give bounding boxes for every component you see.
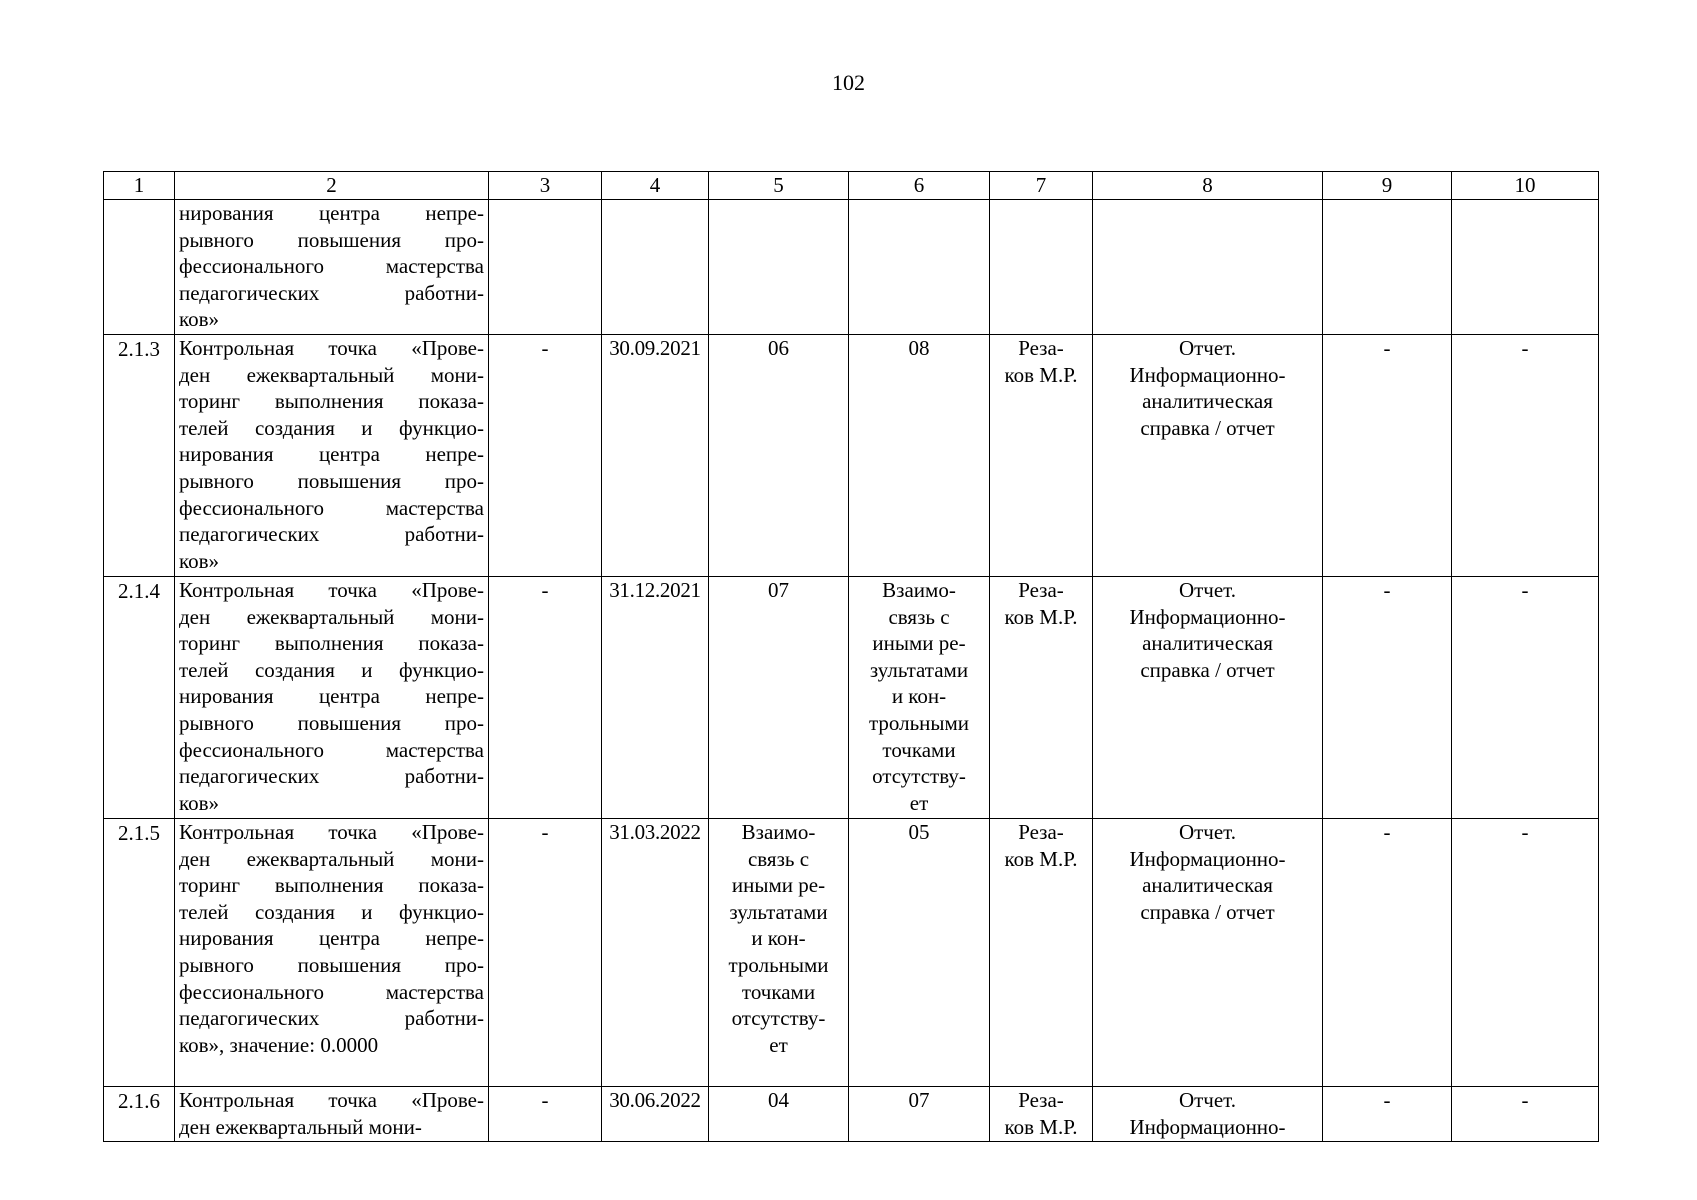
cell-document-type-line: справка / отчет	[1140, 899, 1275, 924]
cell-document-type	[1093, 819, 1323, 1087]
header-col-8: 8	[1093, 172, 1323, 200]
cell-col-5	[709, 819, 849, 1087]
cell-document-type-line: Отчет.	[1178, 1088, 1237, 1112]
cell-number	[104, 200, 175, 335]
cell-responsible-line: ков М.Р.	[1004, 604, 1078, 629]
cell-responsible-line: Реза-	[1018, 820, 1064, 844]
cell-col-9: -	[1323, 1087, 1452, 1142]
cell-col-6-line: трольными	[868, 710, 970, 735]
cell-col-6-line: отсутству-	[872, 764, 966, 789]
cell-description-line: нирования центра непре-	[179, 926, 484, 951]
header-col-5: 5	[709, 172, 849, 200]
cell-description-line: педагогических работни-	[179, 522, 484, 547]
cell-description-line: ден ежеквартальный мони-	[179, 362, 484, 387]
table-row	[104, 577, 1599, 819]
page-number: 102	[832, 70, 865, 95]
header-col-3: 3	[489, 172, 602, 200]
cell-description-line: Контрольная точка «Прове-	[179, 1088, 484, 1112]
cell-col-3: -	[489, 819, 602, 1087]
cell-description-line: рывного повышения про-	[179, 952, 484, 977]
table-row	[104, 819, 1599, 1087]
cell-col-9	[1323, 200, 1452, 335]
table-header-row	[104, 172, 1599, 200]
cell-col-5	[709, 200, 849, 335]
cell-col-5	[709, 335, 849, 577]
cell-col-9: -	[1323, 819, 1452, 1087]
cell-col-6	[849, 819, 990, 1087]
cell-responsible-line: ков М.Р.	[1004, 846, 1078, 871]
cell-document-type-line: Информационно-	[1129, 1114, 1286, 1139]
header-col-4: 4	[602, 172, 709, 200]
cell-description-line: фессионального мастерства	[179, 737, 484, 762]
cell-col-5-line: Взаимо-	[741, 820, 816, 844]
cell-document-type	[1093, 335, 1323, 577]
cell-responsible-line: ков М.Р.	[1004, 1114, 1078, 1139]
cell-col-6	[849, 577, 990, 819]
cell-description-line: педагогических работни-	[179, 1006, 484, 1031]
cell-col-10: -	[1452, 819, 1599, 1087]
cell-col-6	[849, 200, 990, 335]
cell-col-5-line: 07	[768, 578, 789, 602]
cell-description-line: телей создания и функцио-	[179, 899, 484, 924]
cell-document-type	[1093, 577, 1323, 819]
cell-col-5-line: ет	[769, 1032, 788, 1057]
cell-number: 2.1.3	[104, 335, 175, 577]
header-col-2: 2	[175, 172, 489, 200]
cell-responsible-line: ков М.Р.	[1004, 362, 1078, 387]
header-col-1: 1	[104, 172, 175, 200]
cell-col-5	[709, 1087, 849, 1142]
cell-description-line: фессионального мастерства	[179, 979, 484, 1004]
cell-description-line: торинг выполнения показа-	[179, 873, 484, 898]
cell-col-6-line: ет	[909, 790, 929, 815]
cell-description-line: ден ежеквартальный мони-	[179, 846, 484, 871]
cell-col-3: -	[489, 335, 602, 577]
table-row	[104, 1087, 1599, 1142]
cell-responsible	[990, 200, 1093, 335]
cell-col-9: -	[1323, 577, 1452, 819]
cell-document-type-line: справка / отчет	[1140, 415, 1275, 440]
cell-col-3	[489, 200, 602, 335]
cell-description-line: ден ежеквартальный мони-	[179, 1114, 422, 1139]
cell-description-line: фессионального мастерства	[179, 495, 484, 520]
cell-responsible	[990, 1087, 1093, 1142]
cell-document-type-line: аналитическая	[1142, 631, 1273, 656]
header-col-9: 9	[1323, 172, 1452, 200]
cell-description-line: педагогических работни-	[179, 280, 484, 305]
cell-col-6-line: зультатами	[869, 657, 969, 682]
cell-responsible-line: Реза-	[1018, 578, 1064, 602]
cell-description-line: нирования центра непре-	[179, 684, 484, 709]
cell-document-type-line: Отчет.	[1178, 820, 1237, 844]
cell-col-6-line: 05	[908, 820, 930, 844]
cell-description-line: торинг выполнения показа-	[179, 631, 484, 656]
cell-responsible-line: Реза-	[1018, 336, 1064, 360]
table-row	[104, 200, 1599, 335]
cell-col-5-line: отсутству-	[731, 1006, 826, 1031]
cell-description-line: педагогических работни-	[179, 764, 484, 789]
cell-col-6-line: 08	[908, 336, 930, 360]
cell-col-10: -	[1452, 577, 1599, 819]
cell-document-type-line: Отчет.	[1178, 336, 1237, 360]
cell-description-line: ков»	[179, 307, 220, 332]
cell-number: 2.1.4	[104, 577, 175, 819]
cell-description-line: нирования центра непре-	[179, 442, 484, 467]
cell-col-6-line: 07	[908, 1088, 930, 1112]
cell-col-5-line: иными ре-	[731, 873, 826, 898]
cell-document-type-line: Информационно-	[1129, 604, 1286, 629]
cell-description-line: нирования центра непре-	[179, 201, 484, 225]
cell-description	[175, 577, 489, 819]
table-body	[104, 200, 1599, 1142]
cell-description	[175, 335, 489, 577]
cell-document-type-line: Информационно-	[1129, 362, 1286, 387]
cell-description-line: ков»	[179, 548, 220, 573]
cell-col-3: -	[489, 1087, 602, 1142]
cell-description-line: Контрольная точка «Прове-	[179, 820, 484, 844]
cell-date: 31.12.2021	[602, 577, 709, 819]
cell-col-3: -	[489, 577, 602, 819]
cell-description-line: Контрольная точка «Прове-	[179, 578, 484, 602]
cell-date: 30.06.2022	[602, 1087, 709, 1142]
cell-description-line: ков», значение: 0.0000	[179, 1032, 379, 1057]
cell-col-5-line: трольными	[728, 952, 829, 977]
cell-description	[175, 1087, 489, 1142]
cell-description-line: ден ежеквартальный мони-	[179, 604, 484, 629]
cell-date: 31.03.2022	[602, 819, 709, 1087]
cell-description-line: ков»	[179, 790, 220, 815]
cell-responsible	[990, 819, 1093, 1087]
cell-description-line: рывного повышения про-	[179, 710, 484, 735]
cell-col-5-line: зультатами	[729, 899, 828, 924]
cell-document-type-line: справка / отчет	[1140, 657, 1275, 682]
cell-col-6-line: Взаимо-	[882, 578, 956, 602]
cell-number: 2.1.5	[104, 819, 175, 1087]
schedule-table	[103, 171, 1599, 1142]
header-col-6: 6	[849, 172, 990, 200]
cell-description-line: рывного повышения про-	[179, 468, 484, 493]
cell-col-5-line: и кон-	[751, 926, 806, 951]
cell-col-10: -	[1452, 1087, 1599, 1142]
cell-col-10: -	[1452, 335, 1599, 577]
cell-document-type-line: Информационно-	[1129, 846, 1286, 871]
cell-description-line: Контрольная точка «Прове-	[179, 336, 484, 360]
cell-col-5	[709, 577, 849, 819]
cell-col-10	[1452, 200, 1599, 335]
cell-description-line: телей создания и функцио-	[179, 657, 484, 682]
cell-date: 30.09.2021	[602, 335, 709, 577]
header-col-10: 10	[1452, 172, 1599, 200]
cell-responsible-line: Реза-	[1018, 1088, 1064, 1112]
cell-description-line: телей создания и функцио-	[179, 415, 484, 440]
cell-document-type	[1093, 1087, 1323, 1142]
cell-number: 2.1.6	[104, 1087, 175, 1142]
cell-col-5-line: 04	[768, 1088, 789, 1112]
cell-description	[175, 819, 489, 1087]
cell-responsible	[990, 577, 1093, 819]
cell-col-6	[849, 1087, 990, 1142]
cell-date	[602, 200, 709, 335]
cell-col-9: -	[1323, 335, 1452, 577]
cell-description-line: торинг выполнения показа-	[179, 389, 484, 414]
cell-col-6-line: и кон-	[891, 684, 947, 709]
cell-description	[175, 200, 489, 335]
cell-col-5-line: точками	[741, 979, 816, 1004]
cell-document-type-line: аналитическая	[1142, 389, 1273, 414]
cell-document-type-line: аналитическая	[1142, 873, 1273, 898]
cell-description-line: рывного повышения про-	[179, 227, 484, 252]
cell-col-6	[849, 335, 990, 577]
table-row	[104, 335, 1599, 577]
cell-col-6-line: связь с	[888, 604, 950, 629]
cell-description-line: фессионального мастерства	[179, 254, 484, 279]
cell-col-5-line: связь с	[747, 846, 810, 871]
cell-responsible	[990, 335, 1093, 577]
cell-col-6-line: иными ре-	[872, 631, 966, 656]
cell-document-type-line: Отчет.	[1178, 578, 1237, 602]
cell-col-6-line: точками	[882, 737, 956, 762]
cell-col-5-line: 06	[768, 336, 789, 360]
cell-document-type	[1093, 200, 1323, 335]
header-col-7: 7	[990, 172, 1093, 200]
